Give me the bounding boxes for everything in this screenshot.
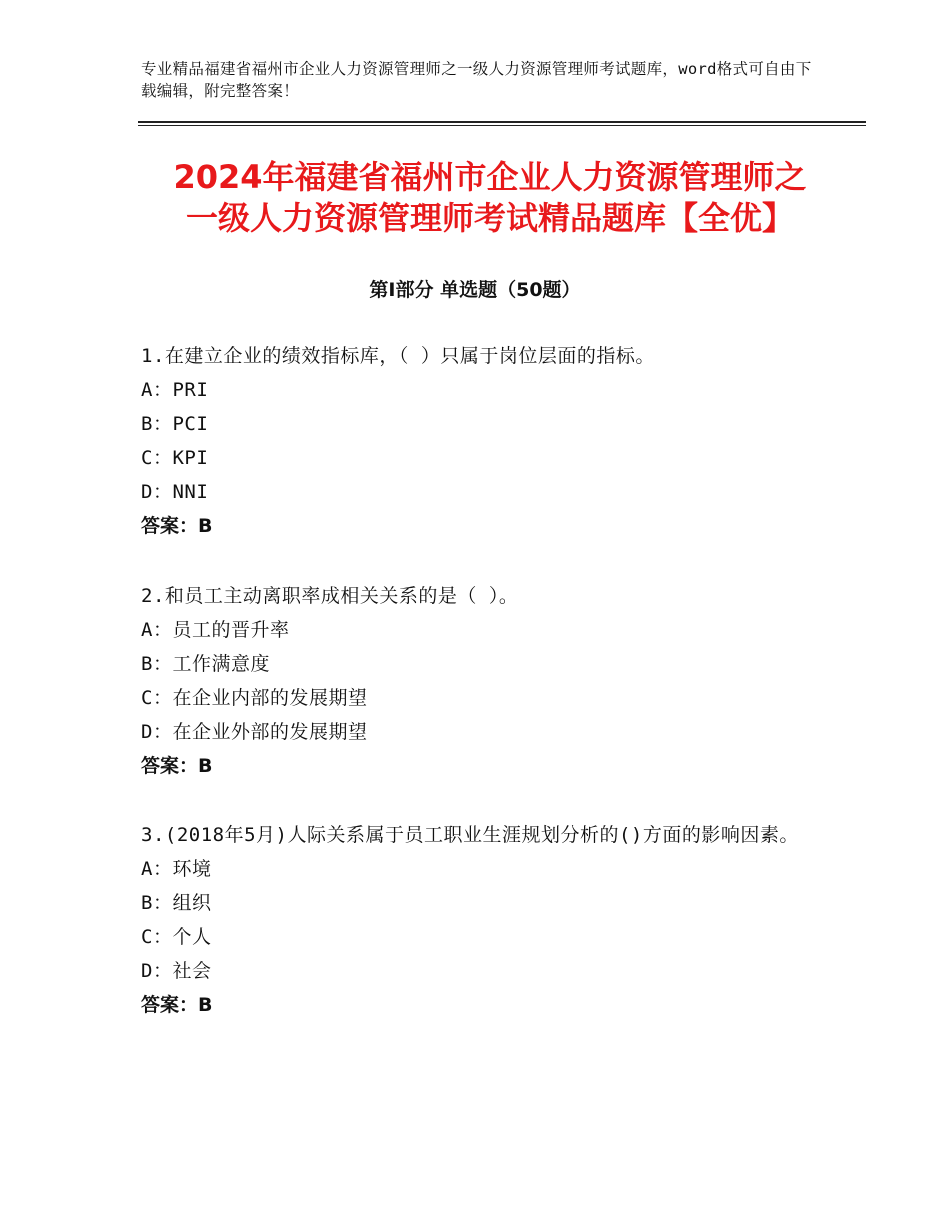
option-b: B：工作满意度 [141, 653, 270, 675]
option-a: A：员工的晋升率 [141, 619, 290, 641]
answer: 答案：B [141, 755, 213, 777]
answer: 答案：B [141, 994, 213, 1016]
question-stem: 3.(2018年5月)人际关系属于员工职业生涯规划分析的()方面的影响因素。 [141, 824, 799, 846]
header-note: 专业精品福建省福州市企业人力资源管理师之一级人力资源管理师考试题库，word格式可自由下载编辑，附完整答案！ [141, 60, 812, 100]
option-a: A：环境 [141, 858, 212, 880]
option-d: D：社会 [141, 960, 212, 982]
question-3 [141, 822, 821, 1019]
option-a: A：PRI [141, 379, 209, 401]
header-divider-thick [138, 121, 866, 123]
option-d: D：在企业外部的发展期望 [141, 721, 368, 743]
option-d: D：NNI [141, 481, 209, 503]
section-title: 第Ⅰ部分 单选题（50题） [369, 279, 581, 301]
question-1 [141, 343, 821, 540]
header-divider-thin [138, 125, 866, 126]
option-c: C：KPI [141, 447, 209, 469]
question-2 [141, 583, 821, 780]
question-stem: 2.和员工主动离职率成相关关系的是（ ）。 [141, 585, 519, 607]
option-c: C：在企业内部的发展期望 [141, 687, 368, 709]
answer: 答案：B [141, 515, 213, 537]
option-c: C：个人 [141, 926, 212, 948]
document-title [140, 157, 840, 239]
question-stem: 1.在建立企业的绩效指标库，（ ）只属于岗位层面的指标。 [141, 345, 655, 367]
title-line-2: 一级人力资源管理师考试精品题库【全优】 [185, 199, 794, 237]
option-b: B：组织 [141, 892, 212, 914]
title-line-1: 2024年福建省福州市企业人力资源管理师之 [173, 158, 807, 196]
option-b: B：PCI [141, 413, 209, 435]
